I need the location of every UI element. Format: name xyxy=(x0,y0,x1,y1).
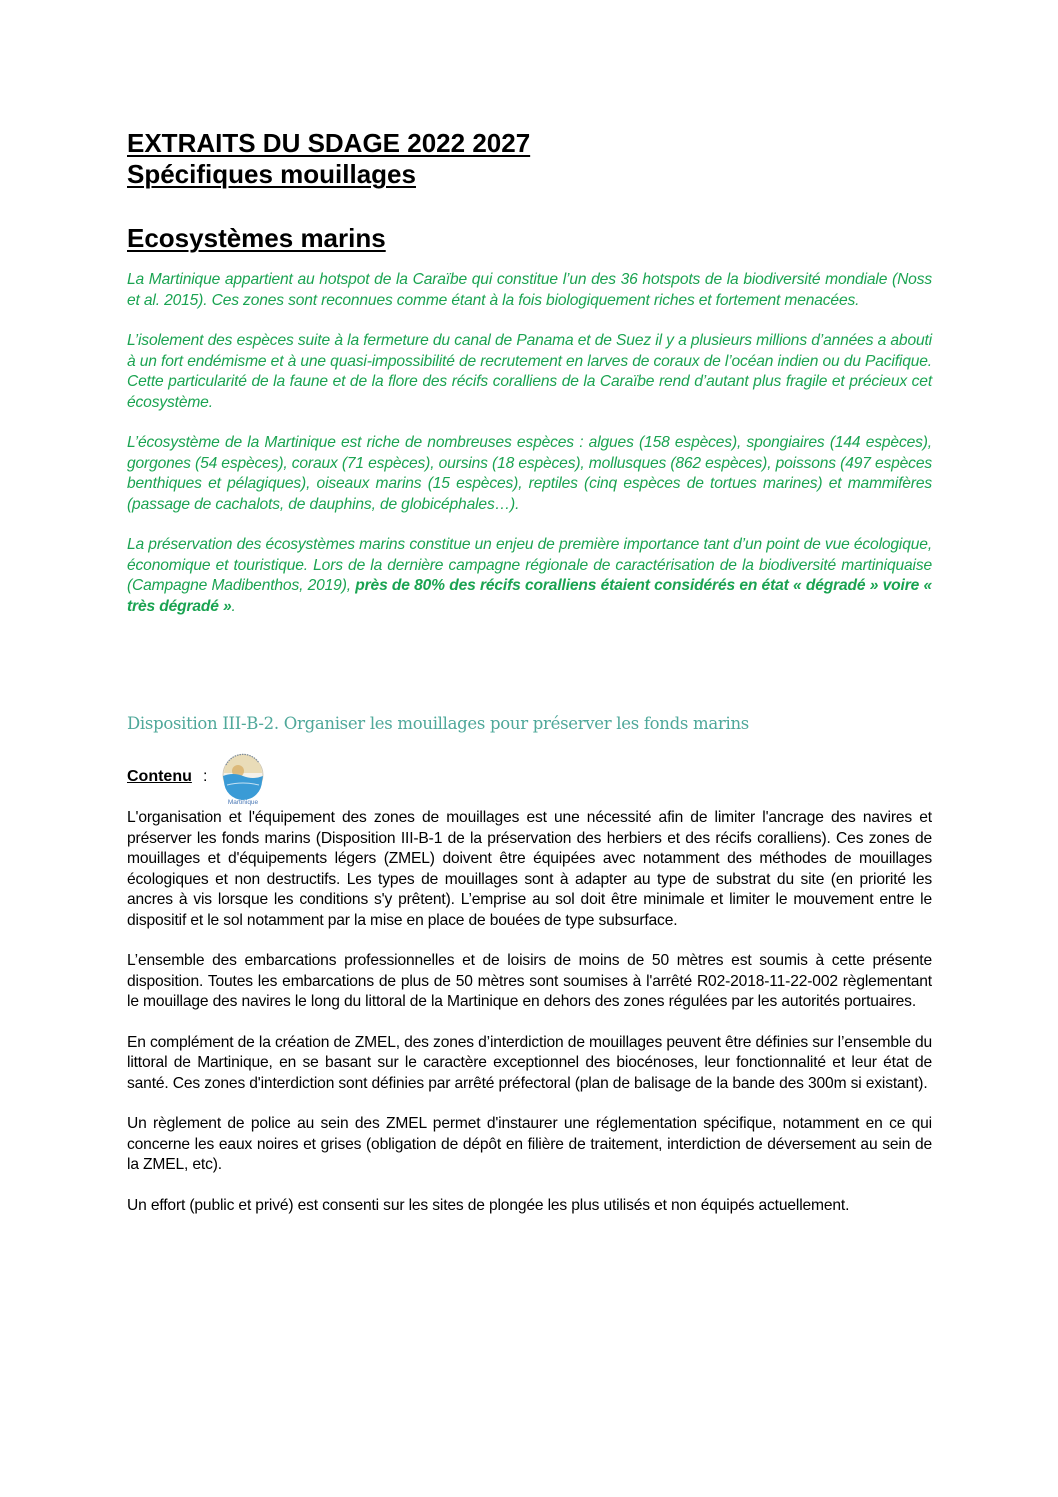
preservation-text: La préservation des écosystèmes marins constitue un enjeu de première importance tant d’un point de vue écologique, économique et touristique. Lors de la dernière campagne régionale de caractérisation de la biodiversité martiniquaise (Campagne Madibenthos, 2019), xyxy=(127,536,932,594)
green-paragraph-hotspot: La Martinique appartient au hotspot de la Caraïbe qui constitue l’un des 36 hotspots de la biodiversité mondiale (Noss et al. 2015). Ces zones sont reconnues comme étant à la fois biologiquement riches et fortement menacées. xyxy=(127,271,932,309)
martinique-logo-icon xyxy=(215,751,271,807)
body-paragraph-interdiction: En complément de la création de ZMEL, des zones d’interdiction de mouillages peuvent être définies sur l’ensemble du littoral de Martinique, en se basant sur le caractère exceptionnel des biocénoses, leur fonctionnalité et leur état de santé. Ces zones d'interdiction sont définies par arrêté préfectoral (plan de balisage de la bande des 300m si existant). xyxy=(127,1033,932,1092)
page-content xyxy=(127,128,932,1214)
body-paragraph-organisation: L'organisation et l'équipement des zones de mouillages est une nécessité afin de limiter l'ancrage des navires et préserver les fonds marins (Disposition III-B-1 de la préservation des herbiers et des récifs coralliens). Ces zones de mouillages et d'équipements légers (ZMEL) doivent être équipées avec notamment des méthodes de mouillages écologiques et non destructifs. Les types de mouillages sont à adapter au type de substrat du site (en priorité les ancres à vis lorsque les conditions s'y prêtent). L’emprise au sol doit être minimale et limiter le mouvement entre le dispositif et le sol notamment par la mise en place de bouées de type subsurface. xyxy=(127,809,932,929)
section-heading-ecosystemes: Ecosystèmes marins xyxy=(127,223,386,253)
green-paragraph-especes: L’écosystème de la Martinique est riche de nombreuses espèces : algues (158 espèces), spongiaires (144 espèces), gorgones (54 espèces), coraux (71 espèces), oursins (18 espèces), mollusques (862 espèces), poissons (497 espèces benthiques et pélagiques), oiseaux marins (15 espèces), reptiles (cinq espèces de tortues marines) et mammifères (passage de cachalots, de dauphins, de globicéphales…). xyxy=(127,434,932,513)
body-paragraph-embarcations: L’ensemble des embarcations professionnelles et de loisirs de moins de 50 mètres est soumis à cette présente disposition. Toutes les embarcations de plus de 50 mètres sont soumises à l'arrêté R02-2018-11-22-002 règlementant le mouillage des navires le long du littoral de la Martinique en dehors des zones régulées par les autorités portuaires. xyxy=(127,952,932,1010)
disposition-body xyxy=(127,808,932,1216)
preservation-highlight: près de 80% des récifs coralliens étaient considérés en état « dégradé » voire « très dégradé » xyxy=(127,577,932,615)
green-paragraph-isolement: L’isolement des espèces suite à la fermeture du canal de Panama et de Suez il y a plusieurs millions d’années a abouti à un fort endémisme et à une quasi-impossibilité de recrutement en larves de coraux de l’océan indien ou du Pacifique. Cette particularité de la faune et de la flore des récifs coralliens de la Caraïbe rend d’autant plus fragile et précieux cet écosystème. xyxy=(127,332,932,411)
preservation-end: . xyxy=(231,597,236,615)
logo-caption: Martinique xyxy=(227,799,259,806)
document-title: EXTRAITS DU SDAGE 2022 2027 xyxy=(127,128,531,158)
contenu-colon: : xyxy=(203,768,208,785)
disposition-heading: Disposition III-B-2. Organiser les mouillages pour préserver les fonds marins xyxy=(127,714,749,733)
body-paragraph-effort: Un effort (public et privé) est consenti sur les sites de plongée les plus utilisés et non équipés actuellement. xyxy=(127,1196,850,1214)
document-subtitle: Spécifiques mouillages xyxy=(127,159,416,189)
body-paragraph-reglement: Un règlement de police au sein des ZMEL permet d'instaurer une réglementation spécifique, notamment en ce qui concerne les eaux noires et grises (obligation de dépôt en filière de traitement, interdiction de déversement au sein de la ZMEL, etc). xyxy=(127,1115,932,1173)
green-paragraph-preservation xyxy=(127,535,932,617)
contenu-label: Contenu xyxy=(127,768,192,785)
